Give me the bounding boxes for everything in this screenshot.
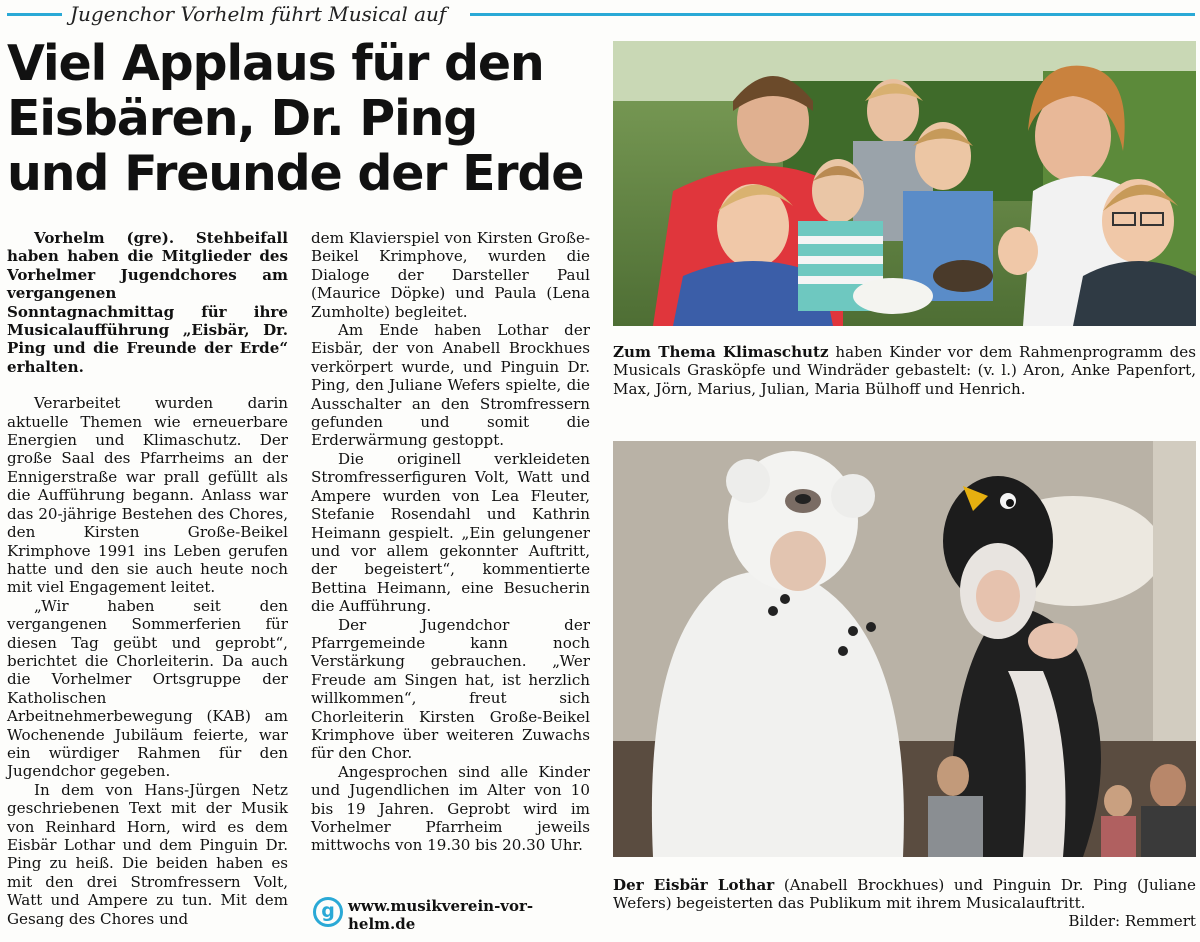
headline [7, 36, 607, 201]
website-link-line-1: www.musikverein-vor- [348, 897, 534, 915]
photo-children-climate-crafts [613, 41, 1196, 326]
kicker-rule-left [7, 13, 67, 16]
headline-line-2: Eisbären, Dr. Ping [7, 90, 478, 147]
photo-1-caption [613, 343, 1196, 398]
kicker-text: Jugenchor Vorhelm führt Musical auf [62, 0, 454, 28]
article-column-1 [7, 229, 288, 928]
caption-bold: Der Eisbär Lothar [613, 876, 775, 894]
body-paragraph: „Wir haben seit den vergangenen Sommerferien für diesen Tag geübt und geprobt“, berichtet die Chorleiterin. Da auch die Vorhelmer Ortsgruppe der Katholischen Arbeitnehmerbewegung (KAB) am Wochenende Jubiläum feierte, war ein würdiger Rahmen für den Jugendchor gegeben. [7, 596, 288, 781]
caption-text: (Anabell Brockhues) und Pinguin Dr. Ping (Juliane Wefers) begeisterten das Publikum mit ihrem Musicalauftritt. [613, 876, 1196, 913]
body-paragraph: Die originell verkleideten Stromfresserfiguren Volt, Watt und Ampere wurden von Lea Fleuter, Stefanie Rosendahl und Kathrin Heimann gespielt. „Ein gelungener und vor allem gekonnter Auftritt, der begeistert“, kommentierte Bettina Heimann, eine Besucherin die Aufführung. [311, 449, 590, 616]
website-link-line-2: helm.de [348, 915, 416, 933]
headline-line-1: Viel Applaus für den [7, 35, 544, 92]
photo-children-illustration [613, 41, 1196, 326]
body-paragraph: dem Klavierspiel von Kirsten Große-Beikel Krimphove, wurden die Dialoge der Darsteller Paul (Maurice Döpke) und Paula (Lena Zumholte) begleitet. [311, 229, 590, 321]
photo-polar-bear-penguin [613, 441, 1196, 857]
photo-costumes-illustration [613, 441, 1196, 857]
website-link[interactable] [348, 897, 533, 933]
body-paragraph: In dem von Hans-Jürgen Netz geschriebenen Text mit der Musik von Reinhard Horn, wird es dem Eisbär Lothar und dem Pinguin Dr. Ping zu heiß. Die beiden haben es mit den drei Stromfressern Volt, Watt und Ampere zu tun. Mit dem Gesang des Chores und [7, 780, 288, 928]
body-paragraph: Am Ende haben Lothar der Eisbär, der von Anabell Brockhues verkörpert wurde, und Pinguin Dr. Ping, den Juliane Wefers spielte, die Ausschalter an den Stromfressern gefunden und somit die Erderwärmung gestoppt. [311, 321, 590, 450]
photo-2-caption [613, 876, 1196, 913]
body-paragraph: Verarbeitet wurden darin aktuelle Themen wie erneuerbare Energien und Klimaschutz. Der große Saal des Pfarrheims an der Ennigerstraße war prall gefüllt als die Aufführung begann. Anlass war das 20-jährige Bestehen des Chores, den Kirsten Große-Beikel Krimphove 1991 ins Leben gerufen hatte und den sie auch heute noch mit viel Engagement leitet. [7, 394, 288, 597]
kicker-rule-right [470, 13, 1195, 16]
body-paragraph: Angesprochen sind alle Kinder und Jugendlichen im Alter von 10 bis 19 Jahren. Geprobt wird im Vorhelmer Pfarrheim jeweils mittwochs von 19.30 bis 20.30 Uhr. [311, 762, 590, 855]
caption-bold: Zum Thema Klimaschutz [613, 343, 829, 361]
caption-text: haben Kinder vor dem Rahmenprogramm des Musicals Grasköpfe und Windräder gebastelt: (v. l.) Aron, Anke Papenfort, Max, Jörn, Marius, Julian, Maria Bülhoff und Henrich. [613, 343, 1196, 398]
photo-credit: Bilder: Remmert [1068, 912, 1196, 930]
lead-paragraph: Vorhelm (gre). Stehbeifall haben haben die Mitglieder des Vorhelmer Jugendchores am vergangenen Sonntagnachmittag für ihre Musicalaufführung „Eisbär, Dr. Ping und die Freunde der Erde“ erhalten. [7, 229, 288, 376]
web-g-icon: g [313, 897, 343, 927]
headline-line-3: und Freunde der Erde [7, 145, 584, 202]
article-column-2 [311, 229, 590, 855]
body-paragraph: Der Jugendchor der Pfarrgemeinde kann noch Verstärkung gebrauchen. „Wer Freude am Singen hat, ist herzlich willkommen“, freut sich Chorleiterin Kirsten Große-Beikel Krimphove über weiteren Zuwachs für den Chor. [311, 615, 590, 763]
